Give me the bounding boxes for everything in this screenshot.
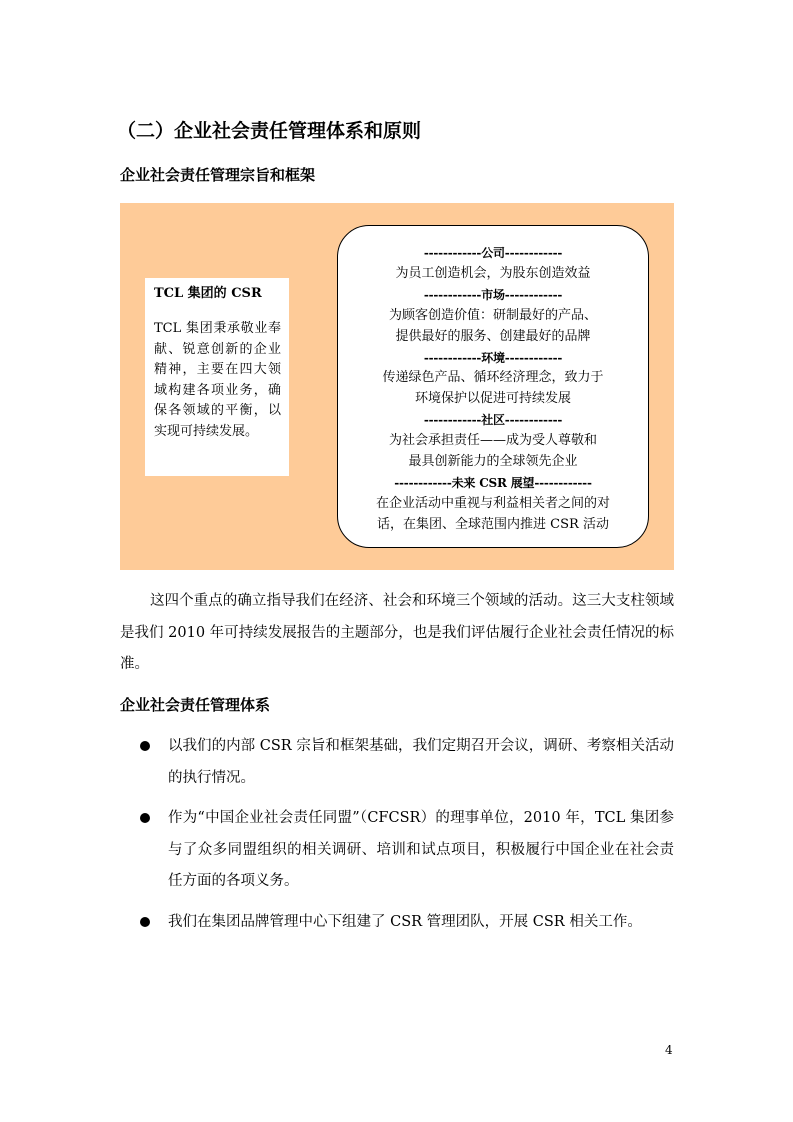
csr-box-title: TCL 集团的 CSR — [154, 286, 262, 301]
bullet-item — [140, 907, 674, 939]
csr-box-body: TCL 集团秉承敬业奉献、锐意创新的企业精神，主要在四大领域构建各项业务，确保各领域的平衡，以实现可持续发展。 — [154, 321, 281, 439]
page-number: 4 — [665, 1043, 673, 1057]
bullet-item — [140, 803, 674, 898]
framework-text-future-1: 在企业活动中重视与利益相关者之间的对 — [375, 495, 610, 511]
framework-heading-community: ------------社区------------ — [423, 413, 563, 428]
framework-text-community-2: 最具创新能力的全球领先企业 — [408, 454, 578, 470]
framework-text-community-1: 为社会承担责任——成为受人尊敬和 — [388, 433, 597, 449]
framework-text-market-1: 为顾客创造价值：研制最好的产品、 — [388, 307, 597, 323]
framework-text-future-2: 话，在集团、全球范围内推进 CSR 活动 — [377, 516, 609, 532]
framework-box — [337, 225, 649, 548]
framework-text-company: 为员工创造机会，为股东创造效益 — [395, 265, 591, 281]
system-heading: 企业社会责任管理体系 — [120, 696, 271, 714]
framework-heading-company: ------------公司------------ — [423, 246, 563, 260]
intro-paragraph: 这四个重点的确立指导我们在经济、社会和环境三个领域的活动。这三大支柱领域是我们 2010 年可持续发展报告的主题部分，也是我们评估履行企业社会责任情况的标准。 — [120, 593, 674, 672]
bullet-text: 我们在集团品牌管理中心下组建了 CSR 管理团队，开展 CSR 相关工作。 — [168, 914, 642, 930]
bullet-text: 作为“中国企业社会责任同盟”（CFCSR）的理事单位，2010 年，TCL 集团参与了众多同盟组织的相关调研、培训和试点项目，积极履行中国企业在社会责任方面的各项义务。 — [168, 810, 674, 889]
section-heading: （二）企业社会责任管理体系和原则 — [117, 120, 422, 142]
framework-text-market-2: 提供最好的服务、创建最好的品牌 — [395, 328, 591, 344]
bullet-text: 以我们的内部 CSR 宗旨和框架基础，我们定期召开会议，调研、考察相关活动的执行情况。 — [168, 738, 674, 786]
bullet-dot-icon — [140, 917, 150, 927]
bullet-item — [140, 731, 674, 794]
csr-summary-box — [145, 278, 289, 476]
bullet-dot-icon — [140, 741, 150, 751]
framework-heading: 企业社会责任管理宗旨和框架 — [120, 166, 316, 184]
framework-heading-market: ------------市场------------ — [423, 287, 563, 302]
framework-text-environment-2: 环境保护以促进可持续发展 — [414, 391, 571, 407]
framework-text-environment-1: 传递绿色产品、循环经济理念，致力于 — [382, 370, 604, 386]
framework-panel — [120, 203, 674, 570]
bullet-dot-icon — [140, 813, 150, 823]
framework-heading-environment: ------------环境------------ — [423, 350, 563, 365]
framework-heading-future: ------------未来 CSR 展望------------ — [394, 475, 592, 490]
